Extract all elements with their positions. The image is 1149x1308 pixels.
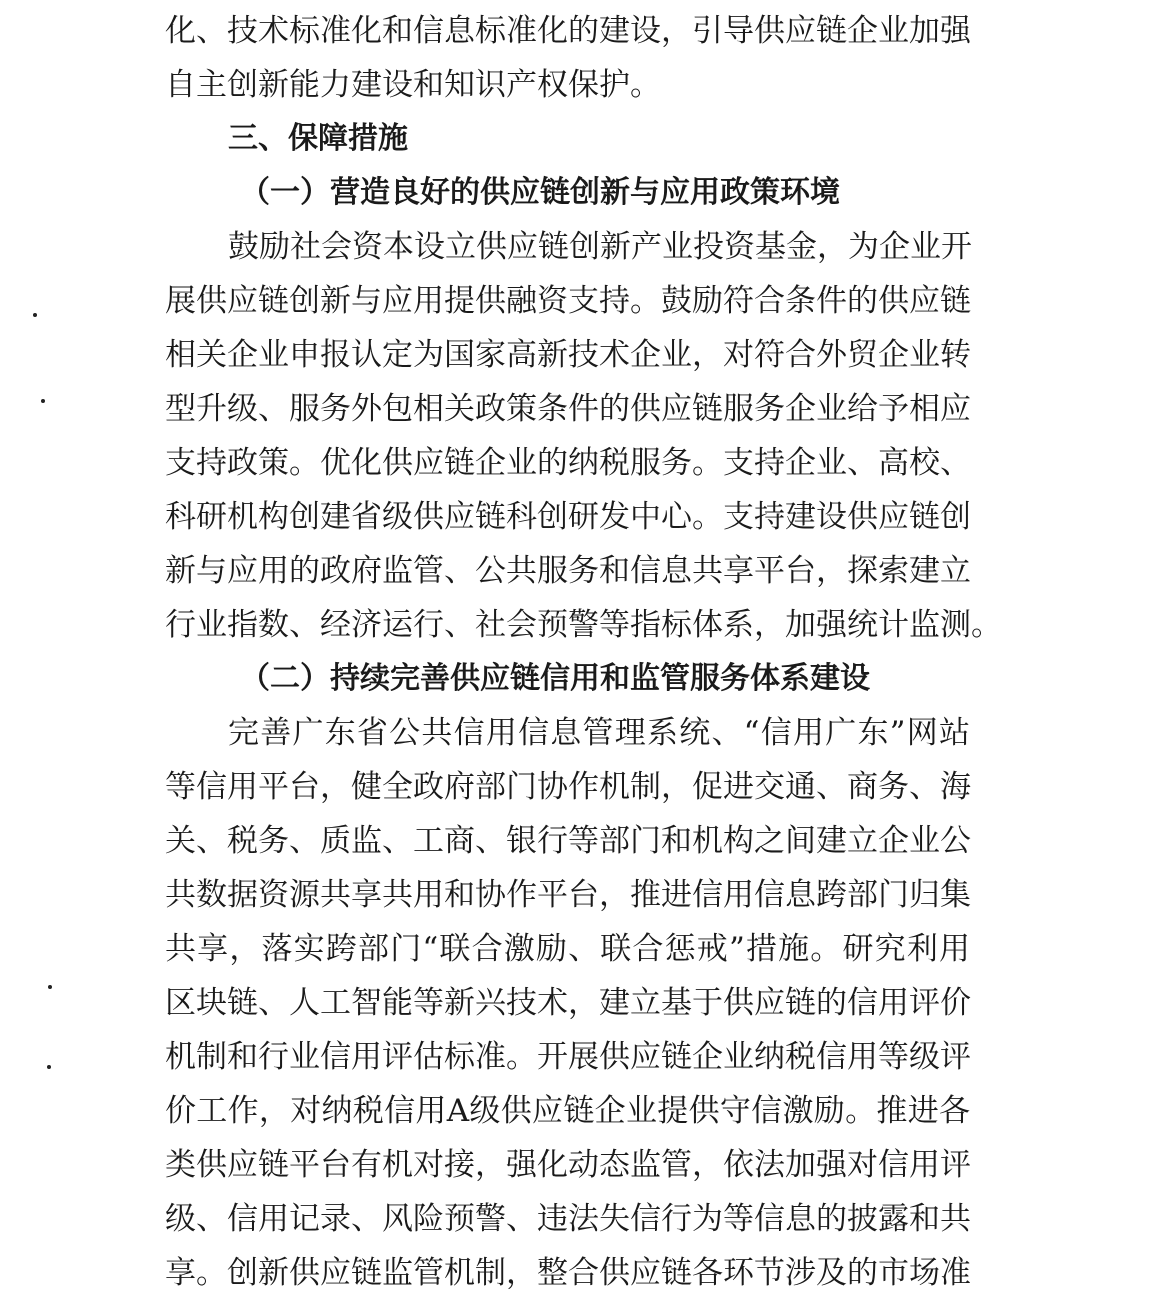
scan-speck: [48, 985, 52, 989]
body-text-line: 机制和行业信用评估标准。开展供应链企业纳税信用等级评: [165, 1039, 971, 1075]
body-text-line: 鼓励社会资本设立供应链创新产业投资基金，为企业开: [228, 229, 972, 265]
body-text-line: 共享，落实跨部门“联合激励、联合惩戒”措施。研究利用: [165, 931, 970, 967]
scan-speck: [41, 399, 45, 403]
body-text-line: 科研机构创建省级供应链科创研发中心。支持建设供应链创: [165, 499, 971, 535]
section-heading: 三、保障措施: [228, 121, 408, 156]
body-text-line: 展供应链创新与应用提供融资支持。鼓励符合条件的供应链: [165, 283, 971, 319]
subsection-heading: （二）持续完善供应链信用和监管服务体系建设: [240, 661, 870, 696]
body-text-line: 完善广东省公共信用信息管理系统、“信用广东”网站: [228, 715, 970, 751]
scan-speck: [47, 1065, 51, 1069]
body-text-line: 关、税务、质监、工商、银行等部门和机构之间建立企业公: [165, 823, 971, 859]
body-text-line: 区块链、人工智能等新兴技术，建立基于供应链的信用评价: [165, 985, 971, 1021]
subsection-heading: （一）营造良好的供应链创新与应用政策环境: [240, 175, 840, 210]
body-text-line: 类供应链平台有机对接，强化动态监管，依法加强对信用评: [165, 1147, 971, 1183]
body-text-line: 等信用平台，健全政府部门协作机制，促进交通、商务、海: [165, 769, 971, 805]
body-text-line: 支持政策。优化供应链企业的纳税服务。支持企业、高校、: [165, 445, 971, 481]
body-text-line: 行业指数、经济运行、社会预警等指标体系，加强统计监测。: [165, 607, 1002, 643]
body-text-line: 型升级、服务外包相关政策条件的供应链服务企业给予相应: [165, 391, 971, 427]
body-text-line: 新与应用的政府监管、公共服务和信息共享平台，探索建立: [165, 553, 971, 589]
body-text-line: 共数据资源共享共用和协作平台，推进信用信息跨部门归集: [165, 877, 971, 913]
body-text-line: 自主创新能力建设和知识产权保护。: [165, 67, 661, 103]
body-text-line: 级、信用记录、风险预警、违法失信行为等信息的披露和共: [165, 1201, 971, 1237]
body-text-line: 相关企业申报认定为国家高新技术企业，对符合外贸企业转: [165, 337, 971, 373]
body-text-line: 价工作，对纳税信用A级供应链企业提供守信激励。推进各: [165, 1093, 970, 1129]
body-text-line: 化、技术标准化和信息标准化的建设，引导供应链企业加强: [165, 13, 971, 49]
scan-speck: [33, 313, 37, 317]
body-text-line: 享。创新供应链监管机制，整合供应链各环节涉及的市场准: [165, 1255, 971, 1291]
